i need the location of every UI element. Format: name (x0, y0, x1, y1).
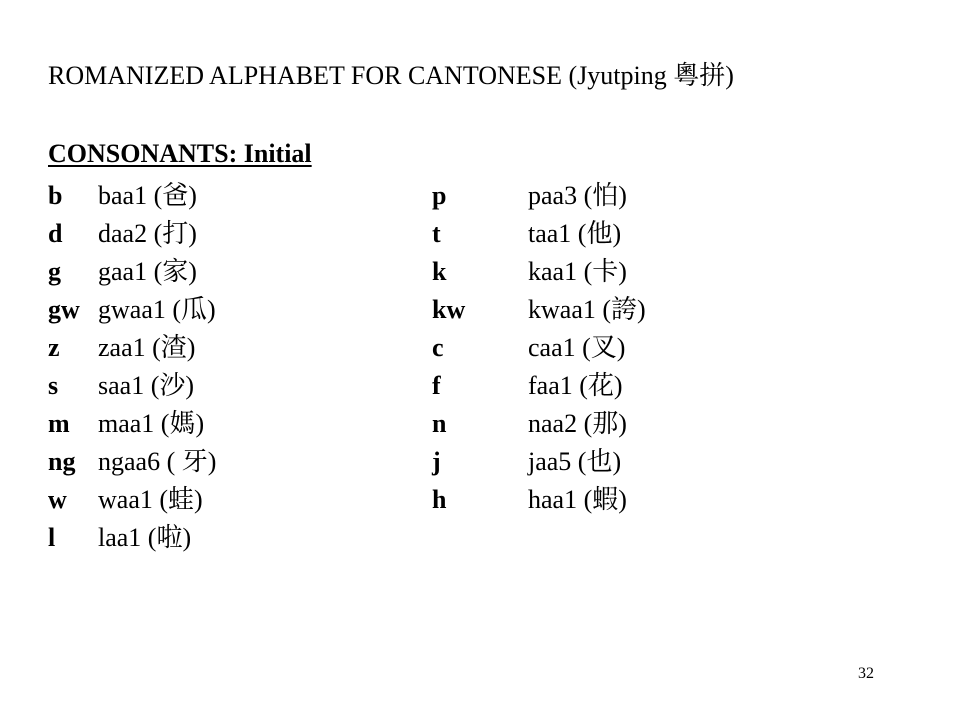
initial-letter: b (48, 181, 63, 210)
example-syllable: paa3 (怕) (528, 181, 627, 210)
section-heading: CONSONANTS: Initial (48, 139, 312, 168)
example-syllable: ngaa6 ( 牙) (98, 447, 217, 476)
example-syllable: maa1 (媽) (98, 409, 205, 438)
initial-letter: p (432, 181, 447, 210)
example-syllable: taa1 (他) (528, 219, 622, 248)
initial-letter: l (48, 523, 56, 552)
example-syllable: saa1 (沙) (98, 371, 195, 400)
initial-letter: z (48, 333, 60, 362)
initial-letter: t (432, 219, 441, 248)
example-syllable: daa2 (打) (98, 219, 197, 248)
initial-letter: ng (48, 447, 76, 476)
initial-letter: f (432, 371, 441, 400)
example-syllable: gaa1 (家) (98, 257, 197, 286)
initial-letter: m (48, 409, 70, 438)
example-syllable: baa1 (爸) (98, 181, 197, 210)
initial-letter: w (48, 485, 67, 514)
initial-letter: c (432, 333, 444, 362)
initial-letter: kw (432, 295, 466, 324)
example-syllable: zaa1 (渣) (98, 333, 196, 362)
example-syllable: haa1 (蝦) (528, 485, 627, 514)
example-syllable: naa2 (那) (528, 409, 627, 438)
initial-letter: n (432, 409, 447, 438)
initial-letter: h (432, 485, 447, 514)
example-syllable: waa1 (蛙) (98, 485, 203, 514)
page-number: 32 (858, 665, 874, 682)
initial-letter: j (432, 447, 441, 476)
initial-letter: gw (48, 295, 80, 324)
example-syllable: caa1 (叉) (528, 333, 626, 362)
example-syllable: jaa5 (也) (528, 447, 622, 476)
initial-letter: d (48, 219, 63, 248)
example-syllable: laa1 (啦) (98, 523, 192, 552)
example-syllable: kaa1 (卡) (528, 257, 627, 286)
initial-letter: s (48, 371, 59, 400)
initial-letter: k (432, 257, 447, 286)
example-syllable: kwaa1 (誇) (528, 295, 646, 324)
slide-title: ROMANIZED ALPHABET FOR CANTONESE (Jyutping 粵拼) (48, 61, 734, 90)
initial-letter: g (48, 257, 61, 286)
example-syllable: faa1 (花) (528, 371, 623, 400)
example-syllable: gwaa1 (瓜) (98, 295, 216, 324)
